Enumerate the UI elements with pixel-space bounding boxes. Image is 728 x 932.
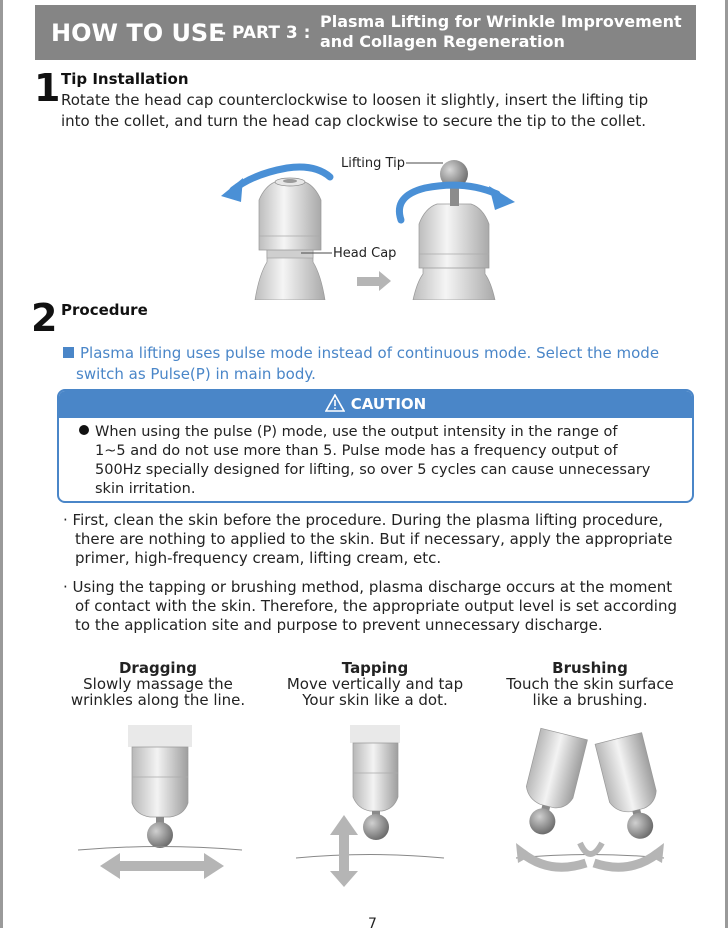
brushing-arc-arrows-icon [516,843,664,867]
header-part: - PART 3 : [219,23,311,43]
device-with-lifting-tip [413,160,495,300]
method-illustrations [70,725,670,895]
caution-text [79,423,650,499]
method-dragging-title: Dragging [118,659,197,677]
bullet1-line2: there are nothing to applied to the skin. But if necessary, apply the appropriate [75,530,673,548]
note-square-icon [63,347,74,358]
header-subtitle [320,12,682,52]
method-tapping-line2: Your skin like a dot. [302,691,448,709]
note-line1: Plasma lifting uses pulse mode instead of continuous mode. Select the mode [80,344,660,362]
caution-line3: 500Hz specially designed for lifting, so over 5 cycles can cause unnecessary [95,462,651,478]
brushing-illustration [516,728,667,867]
lifting-tip-label: Lifting Tip [341,156,405,171]
next-step-arrow-icon [357,271,391,291]
method-dragging [58,660,258,708]
section-header [35,5,696,60]
method-dragging-line1: Slowly massage the [83,675,233,693]
caution-title: CAUTION [350,395,427,413]
head-cap-label: Head Cap [333,246,397,261]
step1-title: Tip Installation [61,70,189,88]
pulse-mode-note [63,343,659,385]
bullet2-line2: of contact with the skin. Therefore, the appropriate output level is set according [75,597,678,615]
note-line2: switch as Pulse(P) in main body. [76,365,316,383]
method-brushing-line1: Touch the skin surface [506,675,674,693]
step2-number: 2 [31,296,58,340]
tip-installation-illustration [215,150,525,300]
step2-title: Procedure [61,301,148,319]
caution-header [59,391,692,418]
page-edge-left [0,0,3,928]
warning-triangle-icon [325,394,345,412]
method-brushing-line2: like a brushing. [532,691,648,709]
bullet2-line3: to the application site and purpose to prevent unnecessary discharge. [75,616,603,634]
bullet2-line1: · Using the tapping or brushing method, plasma discharge occurs at the moment [63,578,673,596]
bullet1-line1: · First, clean the skin before the procedure. During the plasma lifting procedure, [63,511,664,529]
step1-text-line2: into the collet, and turn the head cap clockwise to secure the tip to the collet. [61,112,646,130]
bullet-dot-icon [79,425,89,435]
device-head-cap-left [255,178,325,300]
header-subtitle-line1: Plasma Lifting for Wrinkle Improvement [320,12,682,31]
header-subtitle-line2: and Collagen Regeneration [320,32,565,51]
bullet-discharge [63,578,677,635]
bullet-clean-skin [63,511,672,568]
step1-text-line1: Rotate the head cap counterclockwise to loosen it slightly, insert the lifting tip [61,91,649,109]
method-brushing-title: Brushing [552,659,628,677]
horizontal-double-arrow-icon [100,853,224,879]
method-tapping-title: Tapping [341,659,409,677]
header-title: HOW TO USE [51,19,225,47]
caution-line2: 1~5 and do not use more than 5. Pulse mode has a frequency output of [95,443,618,459]
method-brushing [490,660,690,708]
page-number: 7 [368,916,377,932]
method-tapping [270,660,480,708]
vertical-double-arrow-icon [330,815,358,887]
method-dragging-line2: wrinkles along the line. [70,691,246,709]
tapping-illustration [296,725,444,887]
caution-box [57,389,694,503]
caution-line1: When using the pulse (P) mode, use the output intensity in the range of [95,424,618,440]
step1-text [61,90,648,132]
method-tapping-line1: Move vertically and tap [286,675,464,693]
caution-line4: skin irritation. [95,481,196,497]
bullet1-line3: primer, high-frequency cream, lifting cream, etc. [75,549,442,567]
step1-number: 1 [34,66,61,110]
dragging-illustration [78,725,242,879]
